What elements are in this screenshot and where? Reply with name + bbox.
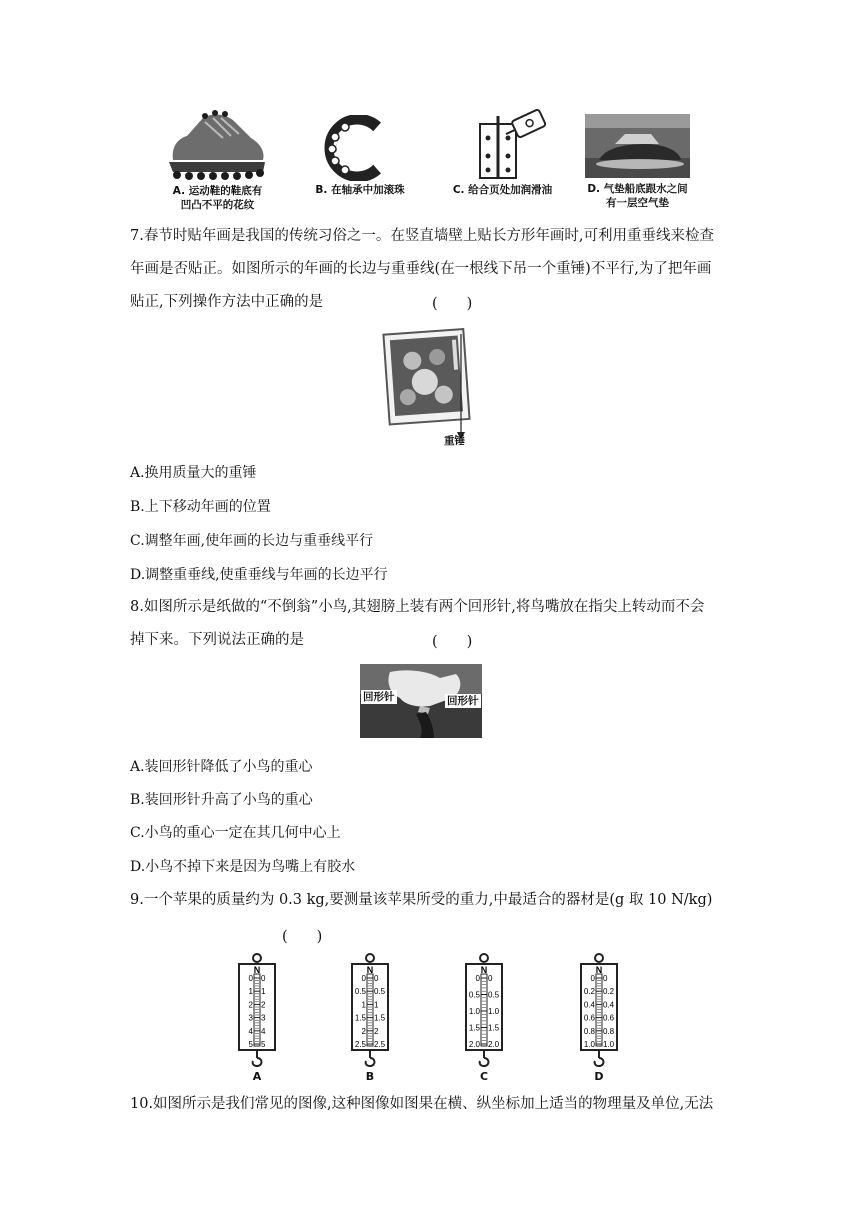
scale-tick-label: 3 bbox=[248, 1013, 253, 1023]
scale-tick-label: 1.5 bbox=[354, 1013, 366, 1023]
q6-option-a-label-line1: A. 运动鞋的鞋底有 bbox=[172, 185, 263, 197]
q7-option-c: C.调整年画,使年画的长边与重垂线平行 bbox=[130, 533, 374, 549]
scale-tick-label: 1.0 bbox=[488, 1007, 500, 1016]
q7-figure bbox=[368, 320, 478, 450]
scale-tick-label: 2 bbox=[248, 1000, 253, 1010]
q8-clip-label-right: 回形针 bbox=[447, 695, 479, 707]
scale-unit-label: N bbox=[595, 965, 603, 975]
scale-tick-label: 2 bbox=[374, 1026, 379, 1036]
q6-option-d-label-line2: 有一层空气垫 bbox=[606, 197, 669, 209]
q7-weight-label: 重锤 bbox=[444, 435, 465, 447]
scale-tick-label: 0.8 bbox=[603, 1026, 615, 1036]
scale-tick-label: 2.5 bbox=[354, 1040, 366, 1049]
scale-option-letter: C bbox=[479, 1070, 489, 1083]
scale-tick-label: 0.5 bbox=[488, 990, 500, 1000]
scale-tick-label: 0 bbox=[590, 974, 595, 983]
q6-option-a-label-line2: 凹凸不平的花纹 bbox=[180, 199, 255, 211]
scale-tick-label: 0 bbox=[361, 974, 366, 983]
q8-text-line2: 掉下来。下列说法正确的是 bbox=[130, 632, 304, 648]
scale-hook bbox=[595, 1058, 604, 1066]
q6-option-d-label-line1: D. 气垫船底跟水之间 bbox=[587, 183, 688, 195]
q7-text-line2: 年画是否贴正。如图所示的年画的长边与重垂线(在一根线下吊一个重锤)不平行,为了把年画 bbox=[130, 261, 712, 277]
q8-text-line1: 8.如图所示是纸做的“不倒翁”小鸟,其翅膀上装有两个回形针,将鸟嘴放在指尖上转动而不会 bbox=[130, 599, 705, 615]
scale-tick-label: 2.0 bbox=[488, 1040, 500, 1049]
q6-option-b-figure bbox=[305, 115, 415, 205]
q8-answer-paren: ( ) bbox=[432, 634, 473, 650]
q6-option-c-label: C. 给合页处加润滑油 bbox=[452, 184, 553, 196]
scale-tick-label: 3 bbox=[261, 1013, 266, 1023]
new-year-picture-image bbox=[368, 320, 478, 450]
scale-tick-label: 0.6 bbox=[603, 1013, 615, 1023]
scale-tick-label: 0 bbox=[261, 974, 266, 983]
ball-bearing-image bbox=[305, 115, 415, 181]
scale-ring bbox=[480, 954, 488, 962]
q8-clip-label-left: 回形针 bbox=[363, 691, 395, 703]
scale-tick-label: 0.8 bbox=[583, 1026, 595, 1036]
spring-scale-d bbox=[559, 952, 639, 1087]
q9-text-line1: 9.一个苹果的质量约为 0.3 kg,要测量该苹果所受的重力,中最适合的器材是(g 取 10 N/kg) bbox=[130, 892, 713, 908]
scale-tick-label: 5 bbox=[248, 1040, 253, 1049]
q9-answer-paren: ( ) bbox=[282, 929, 323, 945]
spring-scale-c bbox=[444, 952, 524, 1087]
q10-text-line1: 10.如图所示是我们常见的图像,这种图像如图果在横、纵坐标加上适当的物理量及单位,无法 bbox=[130, 1096, 714, 1112]
scale-tick-label: 0.5 bbox=[468, 990, 480, 1000]
scale-unit-label: N bbox=[253, 965, 261, 975]
q7-text-line1: 7.春节时贴年画是我国的传统习俗之一。在竖直墙壁上贴长方形年画时,可利用重垂线来检查 bbox=[130, 228, 714, 244]
scale-tick-label: 0 bbox=[248, 974, 253, 983]
scale-unit-label: N bbox=[480, 965, 488, 975]
scale-tick-label: 0.4 bbox=[603, 1000, 615, 1010]
scale-option-letter: B bbox=[365, 1070, 375, 1083]
scale-tick-label: 0.2 bbox=[583, 987, 595, 997]
scale-tick-label: 2.0 bbox=[468, 1040, 480, 1049]
scale-tick-label: 1 bbox=[374, 1000, 379, 1010]
scale-option-letter: A bbox=[252, 1070, 262, 1083]
spring-scale-b bbox=[330, 952, 410, 1087]
scale-hook bbox=[480, 1058, 489, 1066]
hovercraft-image bbox=[585, 114, 690, 178]
scale-ring bbox=[253, 954, 261, 962]
scale-tick-label: 1.0 bbox=[468, 1007, 480, 1016]
scale-tick-label: 4 bbox=[261, 1026, 266, 1036]
scale-option-letter: D bbox=[594, 1070, 604, 1083]
scale-tick-label: 1.5 bbox=[488, 1023, 500, 1033]
scale-tick-label: 1.5 bbox=[468, 1023, 480, 1033]
q8-option-b: B.装回形针升高了小鸟的重心 bbox=[130, 792, 313, 808]
scale-hook bbox=[366, 1058, 375, 1066]
scale-ring bbox=[366, 954, 374, 962]
q8-option-c: C.小鸟的重心一定在其几何中心上 bbox=[130, 825, 341, 841]
running-shoe-image bbox=[165, 108, 270, 183]
q7-option-b: B.上下移动年画的位置 bbox=[130, 499, 271, 515]
q8-figure bbox=[360, 664, 482, 738]
scale-tick-label: 4 bbox=[248, 1026, 253, 1036]
q7-option-a: A.换用质量大的重锤 bbox=[130, 465, 257, 481]
q7-answer-paren: ( ) bbox=[432, 296, 473, 312]
scale-tick-label: 1.5 bbox=[374, 1013, 386, 1023]
scale-unit-label: N bbox=[366, 965, 374, 975]
scale-tick-label: 1 bbox=[248, 987, 253, 997]
scale-tick-label: 2 bbox=[361, 1026, 366, 1036]
q7-option-d: D.调整重垂线,使重垂线与年画的长边平行 bbox=[130, 567, 388, 583]
spring-scale-a bbox=[217, 952, 297, 1087]
scale-tick-label: 0 bbox=[374, 974, 379, 983]
scale-tick-label: 2.5 bbox=[374, 1040, 386, 1049]
scale-tick-label: 5 bbox=[261, 1040, 266, 1049]
scale-tick-label: 0.4 bbox=[583, 1000, 595, 1010]
scale-hook bbox=[253, 1058, 262, 1066]
q6-option-c-figure bbox=[440, 108, 565, 203]
scale-tick-label: 0.6 bbox=[583, 1013, 595, 1023]
q7-text-line3: 贴正,下列操作方法中正确的是 bbox=[130, 294, 324, 310]
scale-tick-label: 1 bbox=[261, 987, 266, 997]
scale-tick-label: 0.2 bbox=[603, 987, 615, 997]
scale-tick-label: 2 bbox=[261, 1000, 266, 1010]
scale-ring bbox=[595, 954, 603, 962]
scale-tick-label: 1 bbox=[361, 1000, 366, 1010]
q6-option-a-figure bbox=[165, 108, 270, 216]
scale-tick-label: 0.5 bbox=[374, 987, 386, 997]
scale-tick-label: 0 bbox=[488, 974, 493, 983]
scale-tick-label: 0 bbox=[475, 974, 480, 983]
scale-tick-label: 1.0 bbox=[603, 1040, 615, 1049]
scale-tick-label: 0 bbox=[603, 974, 608, 983]
q6-option-d-figure bbox=[580, 114, 695, 214]
scale-tick-label: 0.5 bbox=[354, 987, 366, 997]
q6-option-b-label: B. 在轴承中加滚珠 bbox=[315, 184, 405, 196]
scale-tick-label: 1.0 bbox=[583, 1040, 595, 1049]
q8-option-a: A.装回形针降低了小鸟的重心 bbox=[130, 759, 313, 775]
q9-scales-figure bbox=[220, 952, 640, 1087]
q8-option-d: D.小鸟不掉下来是因为鸟嘴上有胶水 bbox=[130, 859, 356, 875]
hinge-oiling-image bbox=[440, 108, 565, 180]
